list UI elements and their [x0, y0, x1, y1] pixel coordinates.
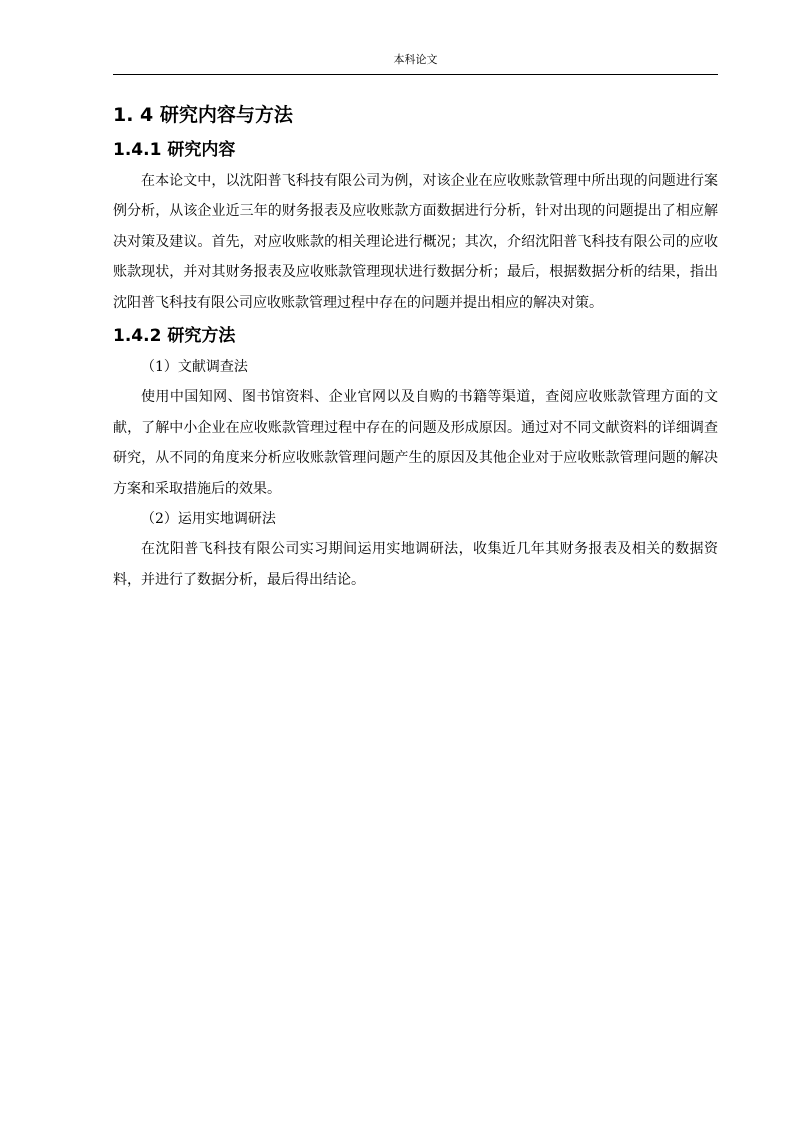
- method-label-literature: （1）文献调查法: [141, 359, 248, 376]
- page-content: [113, 100, 718, 595]
- subsection-heading-research-content: 1.4.1 研究内容: [113, 140, 236, 160]
- research-content-paragraph: 在本论文中，以沈阳普飞科技有限公司为例，对该企业在应收账款管理中所出现的问题进行案例分析，从该企业近三年的财务报表及应收账款方面数据进行分析，针对出现的问题提出了相应解决对策及建议。首先，对应收账款的相关理论进行概况；其次，介绍沈阳普飞科技有限公司的应收账款现状，并对其财务报表及应收账款管理现状进行数据分析；最后，根据数据分析的结果，指出沈阳普飞科技有限公司应收账款管理过程中存在的问题并提出相应的解决对策。: [113, 173, 718, 311]
- subsection-heading-research-method: 1.4.2 研究方法: [113, 326, 236, 347]
- method-paragraph-literature: 使用中国知网、图书馆资料、企业官网以及自购的书籍等渠道，查阅应收账款管理方面的文献，了解中小企业在应收账款管理过程中存在的问题及形成原因。通过对不同文献资料的详细调查研究，从不同的角度来分析应收账款管理问题产生的原因及其他企业对于应收账款管理问题的解决方案和采取措施后的效果。: [113, 389, 718, 497]
- page-header: 本科论文: [113, 52, 718, 75]
- section-heading: 1. 4 研究内容与方法: [113, 104, 293, 126]
- method-label-fieldwork: （2）运用实地调研法: [141, 511, 276, 528]
- method-paragraph-fieldwork: 在沈阳普飞科技有限公司实习期间运用实地调研法，收集近几年其财务报表及相关的数据资料，并进行了数据分析，最后得出结论。: [113, 541, 718, 588]
